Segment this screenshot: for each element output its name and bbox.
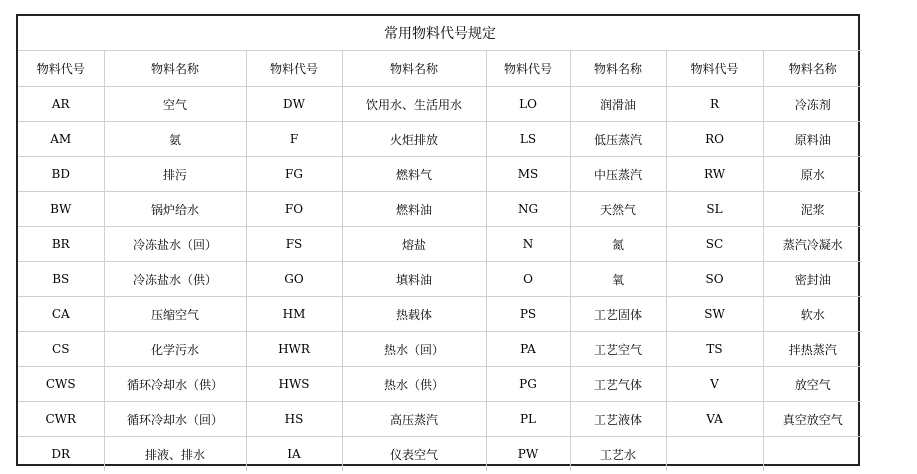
material-name-cell: 燃料油 bbox=[342, 192, 486, 227]
material-name-cell: 冷冻盐水（供） bbox=[104, 262, 246, 297]
header-name: 物料名称 bbox=[342, 51, 486, 87]
table-row bbox=[18, 437, 862, 472]
material-name-cell: 氧 bbox=[570, 262, 666, 297]
material-name-cell: 高压蒸汽 bbox=[342, 402, 486, 437]
material-name-cell: 化学污水 bbox=[104, 332, 246, 367]
material-name-cell: 排液、排水 bbox=[104, 437, 246, 472]
material-code-cell: N bbox=[486, 227, 570, 262]
material-name-cell: 润滑油 bbox=[570, 87, 666, 122]
material-code-cell: LO bbox=[486, 87, 570, 122]
material-code-cell: O bbox=[486, 262, 570, 297]
material-code-cell: FG bbox=[246, 157, 342, 192]
material-code-cell: HWR bbox=[246, 332, 342, 367]
material-name-cell: 排污 bbox=[104, 157, 246, 192]
material-name-cell: 密封油 bbox=[763, 262, 862, 297]
material-code-cell: F bbox=[246, 122, 342, 157]
material-code-cell: BD bbox=[18, 157, 104, 192]
material-name-cell: 原水 bbox=[763, 157, 862, 192]
material-name-cell: 冷冻剂 bbox=[763, 87, 862, 122]
material-code-cell: IA bbox=[246, 437, 342, 472]
material-code-cell: FS bbox=[246, 227, 342, 262]
material-name-cell: 燃料气 bbox=[342, 157, 486, 192]
material-code-cell: AM bbox=[18, 122, 104, 157]
material-name-cell: 循环冷却水（供） bbox=[104, 367, 246, 402]
material-name-cell: 工艺液体 bbox=[570, 402, 666, 437]
material-name-cell: 工艺固体 bbox=[570, 297, 666, 332]
material-name-cell: 熔盐 bbox=[342, 227, 486, 262]
material-code-cell: BR bbox=[18, 227, 104, 262]
header-name: 物料名称 bbox=[104, 51, 246, 87]
material-code-cell: VA bbox=[666, 402, 763, 437]
material-name-cell: 填料油 bbox=[342, 262, 486, 297]
material-name-cell: 仪表空气 bbox=[342, 437, 486, 472]
header-name: 物料名称 bbox=[763, 51, 862, 87]
material-code-table bbox=[18, 16, 862, 471]
material-code-cell: RO bbox=[666, 122, 763, 157]
material-name-cell: 氨 bbox=[104, 122, 246, 157]
material-name-cell bbox=[763, 437, 862, 472]
material-code-cell: HS bbox=[246, 402, 342, 437]
material-name-cell: 低压蒸汽 bbox=[570, 122, 666, 157]
material-name-cell: 锅炉给水 bbox=[104, 192, 246, 227]
table-row bbox=[18, 157, 862, 192]
material-name-cell: 热载体 bbox=[342, 297, 486, 332]
material-code-cell: DW bbox=[246, 87, 342, 122]
material-name-cell: 工艺空气 bbox=[570, 332, 666, 367]
material-code-table-frame bbox=[16, 14, 860, 466]
material-name-cell: 泥浆 bbox=[763, 192, 862, 227]
material-code-cell: GO bbox=[246, 262, 342, 297]
material-code-cell: V bbox=[666, 367, 763, 402]
table-row bbox=[18, 402, 862, 437]
material-name-cell: 冷冻盐水（回） bbox=[104, 227, 246, 262]
header-code: 物料代号 bbox=[486, 51, 570, 87]
table-row bbox=[18, 227, 862, 262]
material-code-cell: BS bbox=[18, 262, 104, 297]
material-name-cell: 火炬排放 bbox=[342, 122, 486, 157]
table-row bbox=[18, 122, 862, 157]
material-code-cell: CS bbox=[18, 332, 104, 367]
material-code-cell: HM bbox=[246, 297, 342, 332]
table-title: 常用物料代号规定 bbox=[18, 16, 862, 51]
header-code: 物料代号 bbox=[666, 51, 763, 87]
header-name: 物料名称 bbox=[570, 51, 666, 87]
material-name-cell: 拌热蒸汽 bbox=[763, 332, 862, 367]
material-code-cell: FO bbox=[246, 192, 342, 227]
material-name-cell: 热水（供） bbox=[342, 367, 486, 402]
material-code-cell: SW bbox=[666, 297, 763, 332]
material-name-cell: 天然气 bbox=[570, 192, 666, 227]
header-code: 物料代号 bbox=[246, 51, 342, 87]
material-code-cell: PA bbox=[486, 332, 570, 367]
material-name-cell: 中压蒸汽 bbox=[570, 157, 666, 192]
material-name-cell: 工艺水 bbox=[570, 437, 666, 472]
material-name-cell: 氮 bbox=[570, 227, 666, 262]
material-code-cell: SC bbox=[666, 227, 763, 262]
table-row bbox=[18, 192, 862, 227]
material-code-cell: AR bbox=[18, 87, 104, 122]
header-code: 物料代号 bbox=[18, 51, 104, 87]
material-name-cell: 空气 bbox=[104, 87, 246, 122]
material-code-cell: HWS bbox=[246, 367, 342, 402]
material-code-cell: SL bbox=[666, 192, 763, 227]
table-row bbox=[18, 297, 862, 332]
material-code-cell: LS bbox=[486, 122, 570, 157]
material-code-cell: R bbox=[666, 87, 763, 122]
table-row bbox=[18, 367, 862, 402]
material-name-cell: 放空气 bbox=[763, 367, 862, 402]
table-row bbox=[18, 87, 862, 122]
material-name-cell: 压缩空气 bbox=[104, 297, 246, 332]
material-code-cell: RW bbox=[666, 157, 763, 192]
material-code-cell: CWR bbox=[18, 402, 104, 437]
table-row bbox=[18, 262, 862, 297]
material-code-cell: BW bbox=[18, 192, 104, 227]
title-row bbox=[18, 16, 862, 51]
table-row bbox=[18, 332, 862, 367]
material-code-cell: DR bbox=[18, 437, 104, 472]
header-row bbox=[18, 51, 862, 87]
material-code-cell: NG bbox=[486, 192, 570, 227]
material-code-cell: MS bbox=[486, 157, 570, 192]
material-code-cell: PW bbox=[486, 437, 570, 472]
material-code-cell: SO bbox=[666, 262, 763, 297]
material-code-cell: PL bbox=[486, 402, 570, 437]
material-code-cell: TS bbox=[666, 332, 763, 367]
material-code-cell: CA bbox=[18, 297, 104, 332]
material-code-cell: CWS bbox=[18, 367, 104, 402]
material-code-cell bbox=[666, 437, 763, 472]
material-name-cell: 蒸汽冷凝水 bbox=[763, 227, 862, 262]
material-code-cell: PS bbox=[486, 297, 570, 332]
material-name-cell: 热水（回） bbox=[342, 332, 486, 367]
material-name-cell: 软水 bbox=[763, 297, 862, 332]
material-code-cell: PG bbox=[486, 367, 570, 402]
material-name-cell: 原料油 bbox=[763, 122, 862, 157]
material-name-cell: 循环冷却水（回） bbox=[104, 402, 246, 437]
material-name-cell: 工艺气体 bbox=[570, 367, 666, 402]
material-name-cell: 真空放空气 bbox=[763, 402, 862, 437]
material-name-cell: 饮用水、生活用水 bbox=[342, 87, 486, 122]
